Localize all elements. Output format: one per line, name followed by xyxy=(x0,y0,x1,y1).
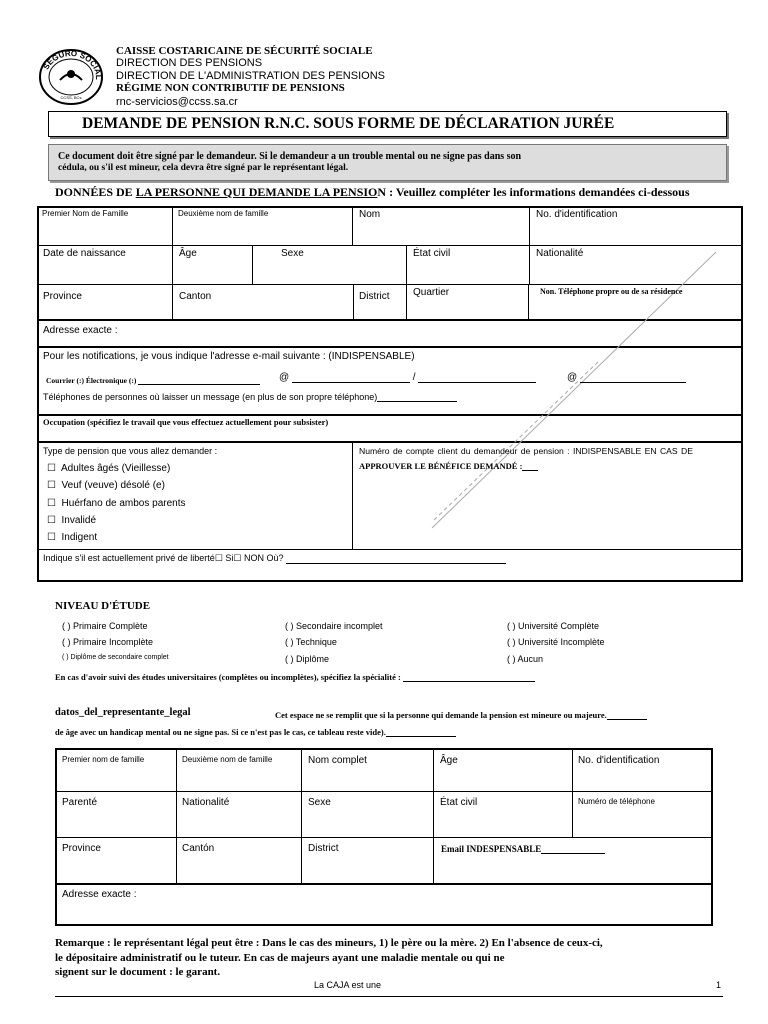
field-no-id[interactable]: No. d'identification xyxy=(536,209,618,220)
checkbox-icon[interactable]: ☐ xyxy=(47,480,56,491)
field-nom[interactable]: Nom xyxy=(359,209,381,220)
rep-field-sexe[interactable]: Sexe xyxy=(308,797,331,808)
representative-note-1: Cet espace ne se remplit que si la personne qui demande la pension est mineure ou majeure. xyxy=(275,709,647,720)
field-sexe[interactable]: Sexe xyxy=(281,248,304,259)
field-adresse[interactable]: Adresse exacte : xyxy=(43,325,118,336)
svg-text:CCSS, BCs: CCSS, BCs xyxy=(60,95,82,100)
rep-field-parente[interactable]: Parenté xyxy=(62,797,98,808)
org-name: CAISSE COSTARICAINE DE SÉCURITÉ SOCIALE xyxy=(116,45,373,57)
org-direction-admin: DIRECTION DE L'ADMINISTRATION DES PENSIONS xyxy=(116,70,385,82)
rep-field-district[interactable]: District xyxy=(308,843,339,854)
message-phones[interactable]: Téléphones de personnes où laisser un message (en plus de son propre téléphone) xyxy=(43,391,457,402)
notice-line-2: cédula, ou s'il est mineur, cela devra être signé par le représentant légal. xyxy=(58,163,349,173)
org-email[interactable]: rnc-servicios@ccss.sa.cr xyxy=(116,96,238,108)
rep-field-premier-nom[interactable]: Premier nom de famille xyxy=(62,755,145,764)
field-quartier[interactable]: Quartier xyxy=(413,287,450,298)
email-input-2[interactable]: @ xyxy=(567,372,686,383)
remark-line-1: Remarque : le représentant légal peut être : Dans le cas des mineurs, 1) le père ou la mère. 2) En l'absence de ceux-ci, xyxy=(55,937,603,949)
field-occupation[interactable]: Occupation (spécifiez le travail que vous effectuez actuellement pour subsister) xyxy=(43,417,329,427)
page-title: DEMANDE DE PENSION R.N.C. SOUS FORME DE DÉCLARATION JURÉE xyxy=(82,115,615,132)
rep-field-nationalite[interactable]: Nationalité xyxy=(182,797,230,808)
field-deuxieme-nom[interactable]: Deuxième nom de famille xyxy=(178,209,269,218)
rep-field-telephone[interactable]: Numéro de téléphone xyxy=(578,797,655,806)
rep-field-adresse[interactable]: Adresse exacte : xyxy=(62,889,137,900)
remark-line-3: signent sur le document : le garant. xyxy=(55,966,221,978)
rep-field-deuxieme-nom[interactable]: Deuxième nom de famille xyxy=(182,755,273,764)
footer-text: La CAJA est une xyxy=(314,980,382,990)
rep-field-canton[interactable]: Cantón xyxy=(182,843,215,854)
rep-field-age[interactable]: Âge xyxy=(440,755,458,766)
field-age[interactable]: Âge xyxy=(179,248,197,259)
account-number-label[interactable]: Numéro de compte client du demandeur de pension : INDISPENSABLE EN CAS DE xyxy=(359,446,693,456)
svg-text:SEGURO SOCIAL: SEGURO SOCIAL xyxy=(41,48,104,80)
education-option[interactable]: ( ) Diplôme xyxy=(285,654,330,664)
field-canton[interactable]: Canton xyxy=(179,291,212,302)
field-province[interactable]: Province xyxy=(43,291,82,302)
education-option[interactable]: ( ) Primaire Complète xyxy=(62,621,148,631)
field-telephone[interactable]: Non. Téléphone propre ou de sa résidence xyxy=(540,287,683,296)
rep-field-province[interactable]: Province xyxy=(62,843,101,854)
email-input-1[interactable]: @ / xyxy=(279,372,536,383)
checkbox-icon[interactable]: ☐ xyxy=(47,532,56,543)
rep-field-etat-civil[interactable]: État civil xyxy=(440,797,478,808)
org-direction: DIRECTION DES PENSIONS xyxy=(116,57,263,69)
notice-line-1: Ce document doit être signé par le demandeur. Si le demandeur a un trouble mental ou ne signe pas dans son xyxy=(58,151,522,162)
rep-field-no-id[interactable]: No. d'identification xyxy=(578,755,660,766)
specialty-question[interactable]: En cas d'avoir suivi des études universitaires (complètes ou incomplètes), spécifiez la spécialité : xyxy=(55,671,535,682)
footer-rule xyxy=(55,996,723,997)
education-option[interactable]: ( ) Diplôme de secondaire complet xyxy=(62,654,169,661)
liberty-question[interactable]: Indique s'il est actuellement privé de liberté☐ Si☐ NON Où? xyxy=(43,553,506,564)
field-premier-nom[interactable]: Premier Nom de Famille xyxy=(42,209,129,218)
field-etat-civil[interactable]: État civil xyxy=(413,248,451,259)
pension-option-huerfano[interactable]: ☐ Huérfano de ambos parents xyxy=(47,498,186,509)
education-option[interactable]: ( ) Aucun xyxy=(507,654,544,664)
section-applicant-heading: DONNÉES DE LA PERSONNE QUI DEMANDE LA PENSION : Veuillez compléter les informations demandées ci-dessous xyxy=(55,185,690,199)
pension-option-veuf[interactable]: ☐ Veuf (veuve) désolé (e) xyxy=(47,480,165,491)
education-option[interactable]: ( ) Université Complète xyxy=(507,621,600,631)
page-number: 1 xyxy=(716,980,722,990)
pension-type-label: Type de pension que vous allez demander : xyxy=(43,446,218,456)
pension-option-invalide[interactable]: ☐ Invalidé xyxy=(47,515,96,526)
pension-option-indigent[interactable]: ☐ Indigent xyxy=(47,532,98,543)
checkbox-icon[interactable]: ☐ xyxy=(47,515,56,526)
email-courrier-label: Courrier (:) Électronique (:) xyxy=(46,374,260,385)
checkbox-icon[interactable]: ☐ xyxy=(47,463,56,474)
pension-option-vieillesse[interactable]: ☐ Adultes âgés (Vieillesse) xyxy=(47,463,171,474)
education-option[interactable]: ( ) Primaire Incomplète xyxy=(62,637,154,647)
field-district[interactable]: District xyxy=(359,291,390,302)
education-heading: NIVEAU D'ÉTUDE xyxy=(55,600,151,612)
representative-note-2: de âge avec un handicap mental ou ne signe pas. Si ce n'est pas le cas, ce tableau reste vide). xyxy=(55,726,456,737)
rep-field-nom-complet[interactable]: Nom complet xyxy=(308,755,367,766)
representative-heading: datos_del_representante_legal xyxy=(55,707,191,718)
education-option[interactable]: ( ) Université Incomplète xyxy=(507,637,605,647)
education-option[interactable]: ( ) Secondaire incomplet xyxy=(285,621,383,631)
org-regime: RÉGIME NON CONTRIBUTIF DE PENSIONS xyxy=(116,82,345,94)
remark-line-2: le dépositaire administratif ou le tuteur. En cas de majeurs ayant une maladie mentale ou qui ne xyxy=(55,952,505,964)
notification-instruction: Pour les notifications, je vous indique l'adresse e-mail suivante : (INDISPENSABLE) xyxy=(43,351,415,362)
checkbox-icon[interactable]: ☐ xyxy=(47,498,56,509)
education-option[interactable]: ( ) Technique xyxy=(285,637,337,647)
account-approval-label[interactable]: APPROUVER LE BÉNÉFICE DEMANDÉ : xyxy=(359,461,538,471)
rep-field-email[interactable]: Email INDESPENSABLE xyxy=(441,843,605,854)
field-nationalite[interactable]: Nationalité xyxy=(536,248,584,259)
field-date-naissance[interactable]: Date de naissance xyxy=(43,248,126,259)
